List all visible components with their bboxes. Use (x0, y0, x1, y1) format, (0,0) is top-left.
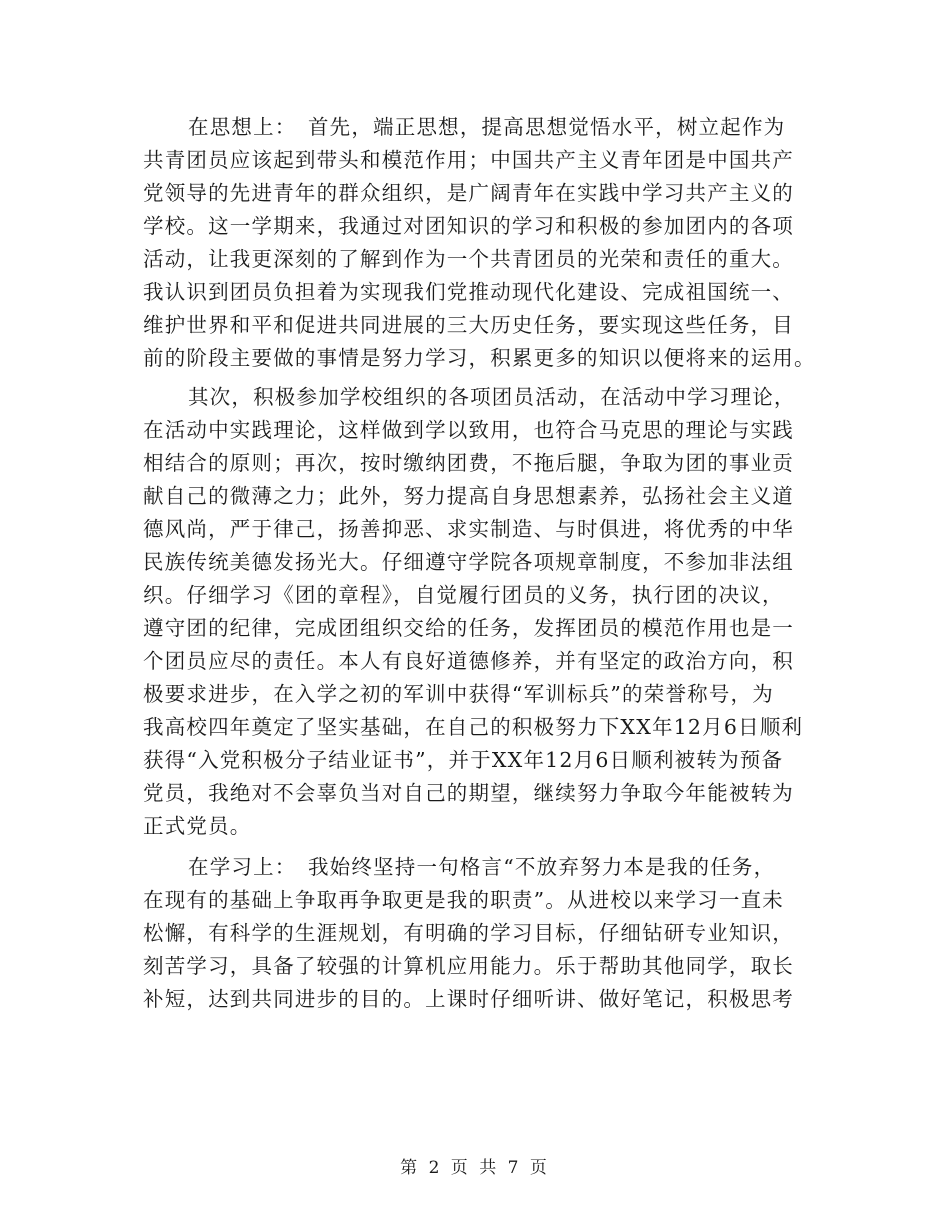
paragraph-3-line-5: 补短，达到共同进步的目的。上课时仔细听讲、做好笔记，积极思考 (143, 987, 794, 1011)
paragraph-2-line-2: 在活动中实践理论，这样做到学以致用，也符合马克思的理论与实践 (143, 418, 794, 442)
paragraph-3-line-4: 刻苦学习，具备了较强的计算机应用能力。乐于帮助其他同学，取长 (143, 954, 794, 978)
paragraph-3-line-3: 松懈，有科学的生涯规划，有明确的学习目标，仔细钻研专业知识， (143, 921, 794, 945)
paragraph-1-line-3: 党领导的先进青年的群众组织，是广阔青年在实践中学习共产主义的 (143, 181, 794, 205)
paragraph-2-line-14: 正式党员。 (143, 814, 252, 838)
paragraph-2-line-5: 德风尚，严于律己，扬善抑恶、求实制造、与时俱进，将优秀的中华 (143, 517, 794, 541)
paragraph-2-line-10: 极要求进步，在入学之初的军训中获得“军训标兵”的荣誉称号，为 (143, 682, 774, 706)
paragraph-2-line-9: 个团员应尽的责任。本人有良好道德修养，并有坚定的政治方向，积 (143, 649, 794, 673)
paragraph-2-line-3: 相结合的原则；再次，按时缴纳团费，不拖后腿，争取为团的事业贡 (143, 451, 794, 475)
paragraph-2-line-7: 织。仔细学习《团的章程》，自觉履行团员的义务，执行团的决议， (143, 583, 784, 607)
paragraph-2-line-12: 获得“入党积极分子结业证书”，并于XX年12月6日顺利被转为预备 (143, 748, 784, 772)
paragraph-3-line-2: 在现有的基础上争取再争取更是我的职责”。从进校以来学习一直未 (143, 888, 784, 912)
paragraph-2-line-4: 献自己的微薄之力；此外，努力提高自身思想素养，弘扬社会主义道 (143, 484, 794, 508)
paragraph-3-line-1: 在学习上： 我始终坚持一句格言“不放弃努力本是我的任务， (188, 855, 776, 879)
paragraph-1-line-4: 学校。这一学期来，我通过对团知识的学习和积极的参加团内的各项 (143, 214, 794, 238)
paragraph-1-line-8: 前的阶段主要做的事情是努力学习，积累更多的知识以便将来的运用。 (143, 346, 816, 370)
paragraph-1-line-6: 我认识到团员负担着为实现我们党推动现代化建设、完成祖国统一、 (143, 280, 794, 304)
paragraph-2-line-1: 其次，积极参加学校组织的各项团员活动，在活动中学习理论， (188, 385, 796, 409)
paragraph-2-line-13: 党员，我绝对不会辜负当对自己的期望，继续努力争取今年能被转为 (143, 781, 794, 805)
paragraph-1-line-5: 活动，让我更深刻的了解到作为一个共青团员的光荣和责任的重大。 (143, 247, 794, 271)
page-number-footer: 第 2 页 共 7 页 (400, 1158, 550, 1178)
paragraph-2-line-6: 民族传统美德发扬光大。仔细遵守学院各项规章制度，不参加非法组 (143, 550, 794, 574)
paragraph-1-line-7: 维护世界和平和促进共同进展的三大历史任务，要实现这些任务，目 (143, 313, 794, 337)
paragraph-1-line-1: 在思想上： 首先，端正思想，提高思想觉悟水平，树立起作为 (188, 115, 786, 139)
paragraph-1-line-2: 共青团员应该起到带头和模范作用；中国共产主义青年团是中国共产 (143, 148, 794, 172)
paragraph-2-line-11: 我高校四年奠定了坚实基础，在自己的积极努力下XX年12月6日顺利 (143, 715, 804, 739)
paragraph-2-line-8: 遵守团的纪律，完成团组织交给的任务，发挥团员的模范作用也是一 (143, 616, 794, 640)
